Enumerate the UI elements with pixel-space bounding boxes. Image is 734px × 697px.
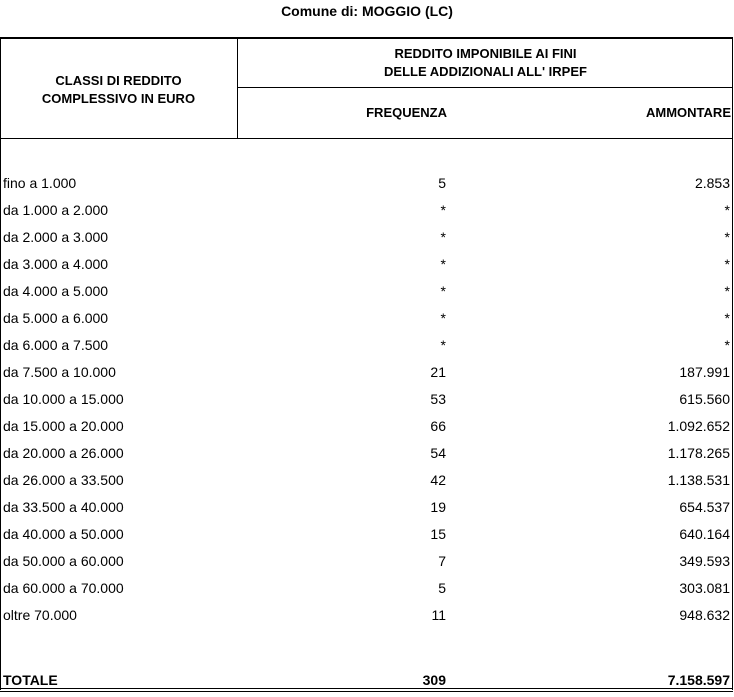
- header-classi: [0, 72, 237, 108]
- row-classe: oltre 70.000: [3, 607, 77, 623]
- table-row: [0, 198, 733, 225]
- table-row: [0, 387, 733, 414]
- table-row: [0, 279, 733, 306]
- row-frequenza: 54: [430, 445, 446, 461]
- row-ammontare: 615.560: [679, 391, 730, 407]
- row-classe: da 10.000 a 15.000: [3, 391, 124, 407]
- row-classe: da 60.000 a 70.000: [3, 580, 124, 596]
- total-ammontare: 7.158.597: [667, 672, 730, 688]
- table-row: [0, 225, 733, 252]
- row-frequenza: *: [440, 202, 446, 218]
- row-ammontare: 948.632: [679, 607, 730, 623]
- row-classe: da 3.000 a 4.000: [3, 256, 109, 272]
- row-classe: da 6.000 a 7.500: [3, 337, 109, 353]
- row-frequenza: *: [440, 229, 446, 245]
- bottom-rule: [0, 688, 733, 689]
- row-frequenza: 5: [438, 175, 446, 191]
- header-divider-horizontal: [238, 87, 733, 88]
- table-row: [0, 414, 733, 441]
- table-row: [0, 360, 733, 387]
- row-classe: da 4.000 a 5.000: [3, 283, 109, 299]
- row-classe: da 26.000 a 33.500: [3, 472, 124, 488]
- header-frequenza: FREQUENZA: [366, 105, 447, 120]
- table-row: [0, 252, 733, 279]
- row-frequenza: 66: [430, 418, 446, 434]
- row-frequenza: *: [440, 310, 446, 326]
- header-classi-line1: CLASSI DI REDDITO: [55, 73, 182, 88]
- row-ammontare: *: [724, 202, 730, 218]
- header-reddito-line1: REDDITO IMPONIBILE AI FINI: [394, 46, 577, 61]
- row-ammontare: *: [724, 229, 730, 245]
- row-frequenza: 11: [431, 607, 446, 623]
- table-row: [0, 549, 733, 576]
- header-bottom-rule: [0, 138, 733, 139]
- row-ammontare: 640.164: [679, 526, 730, 542]
- row-ammontare: 654.537: [679, 499, 730, 515]
- row-frequenza: 7: [438, 553, 446, 569]
- row-frequenza: 42: [430, 472, 446, 488]
- row-classe: da 50.000 a 60.000: [3, 553, 124, 569]
- row-classe: da 2.000 a 3.000: [3, 229, 109, 245]
- table-row: [0, 522, 733, 549]
- table-row: [0, 306, 733, 333]
- row-ammontare: *: [724, 310, 730, 326]
- header-reddito: [238, 45, 733, 81]
- row-ammontare: *: [724, 283, 730, 299]
- total-frequenza: 309: [422, 672, 446, 688]
- row-frequenza: 53: [430, 391, 446, 407]
- row-ammontare: 1.178.265: [667, 445, 730, 461]
- row-frequenza: 19: [430, 499, 446, 515]
- table-row: [0, 333, 733, 360]
- header-classi-line2: COMPLESSIVO IN EURO: [41, 91, 196, 106]
- row-classe: da 1.000 a 2.000: [3, 202, 109, 218]
- table-row: [0, 171, 733, 198]
- table-row: [0, 441, 733, 468]
- row-classe: da 40.000 a 50.000: [3, 526, 124, 542]
- page-title: Comune di: MOGGIO (LC): [281, 3, 453, 19]
- table-row: [0, 468, 733, 495]
- row-frequenza: 15: [430, 526, 446, 542]
- table-row: [0, 495, 733, 522]
- table-row: [0, 603, 733, 630]
- header-ammontare: AMMONTARE: [646, 105, 731, 120]
- bottom-rule-double: [0, 691, 733, 692]
- row-ammontare: 303.081: [679, 580, 730, 596]
- row-ammontare: 2.853: [694, 175, 730, 191]
- row-ammontare: *: [724, 256, 730, 272]
- row-frequenza: *: [440, 256, 446, 272]
- row-ammontare: 1.138.531: [667, 472, 730, 488]
- row-ammontare: 349.593: [679, 553, 730, 569]
- row-ammontare: 1.092.652: [667, 418, 730, 434]
- row-frequenza: *: [440, 337, 446, 353]
- row-frequenza: 21: [430, 364, 446, 380]
- row-classe: da 15.000 a 20.000: [3, 418, 124, 434]
- row-classe: fino a 1.000: [3, 175, 77, 191]
- table-row: [0, 576, 733, 603]
- row-ammontare: 187.991: [679, 364, 730, 380]
- row-classe: da 33.500 a 40.000: [3, 499, 124, 515]
- header-reddito-line2: DELLE ADDIZIONALI ALL' IRPEF: [384, 64, 587, 79]
- total-row: [0, 670, 733, 690]
- row-ammontare: *: [724, 337, 730, 353]
- total-label: TOTALE: [3, 672, 58, 688]
- row-frequenza: 5: [438, 580, 446, 596]
- row-classe: da 7.500 a 10.000: [3, 364, 116, 380]
- row-frequenza: *: [440, 283, 446, 299]
- row-classe: da 5.000 a 6.000: [3, 310, 109, 326]
- row-classe: da 20.000 a 26.000: [3, 445, 124, 461]
